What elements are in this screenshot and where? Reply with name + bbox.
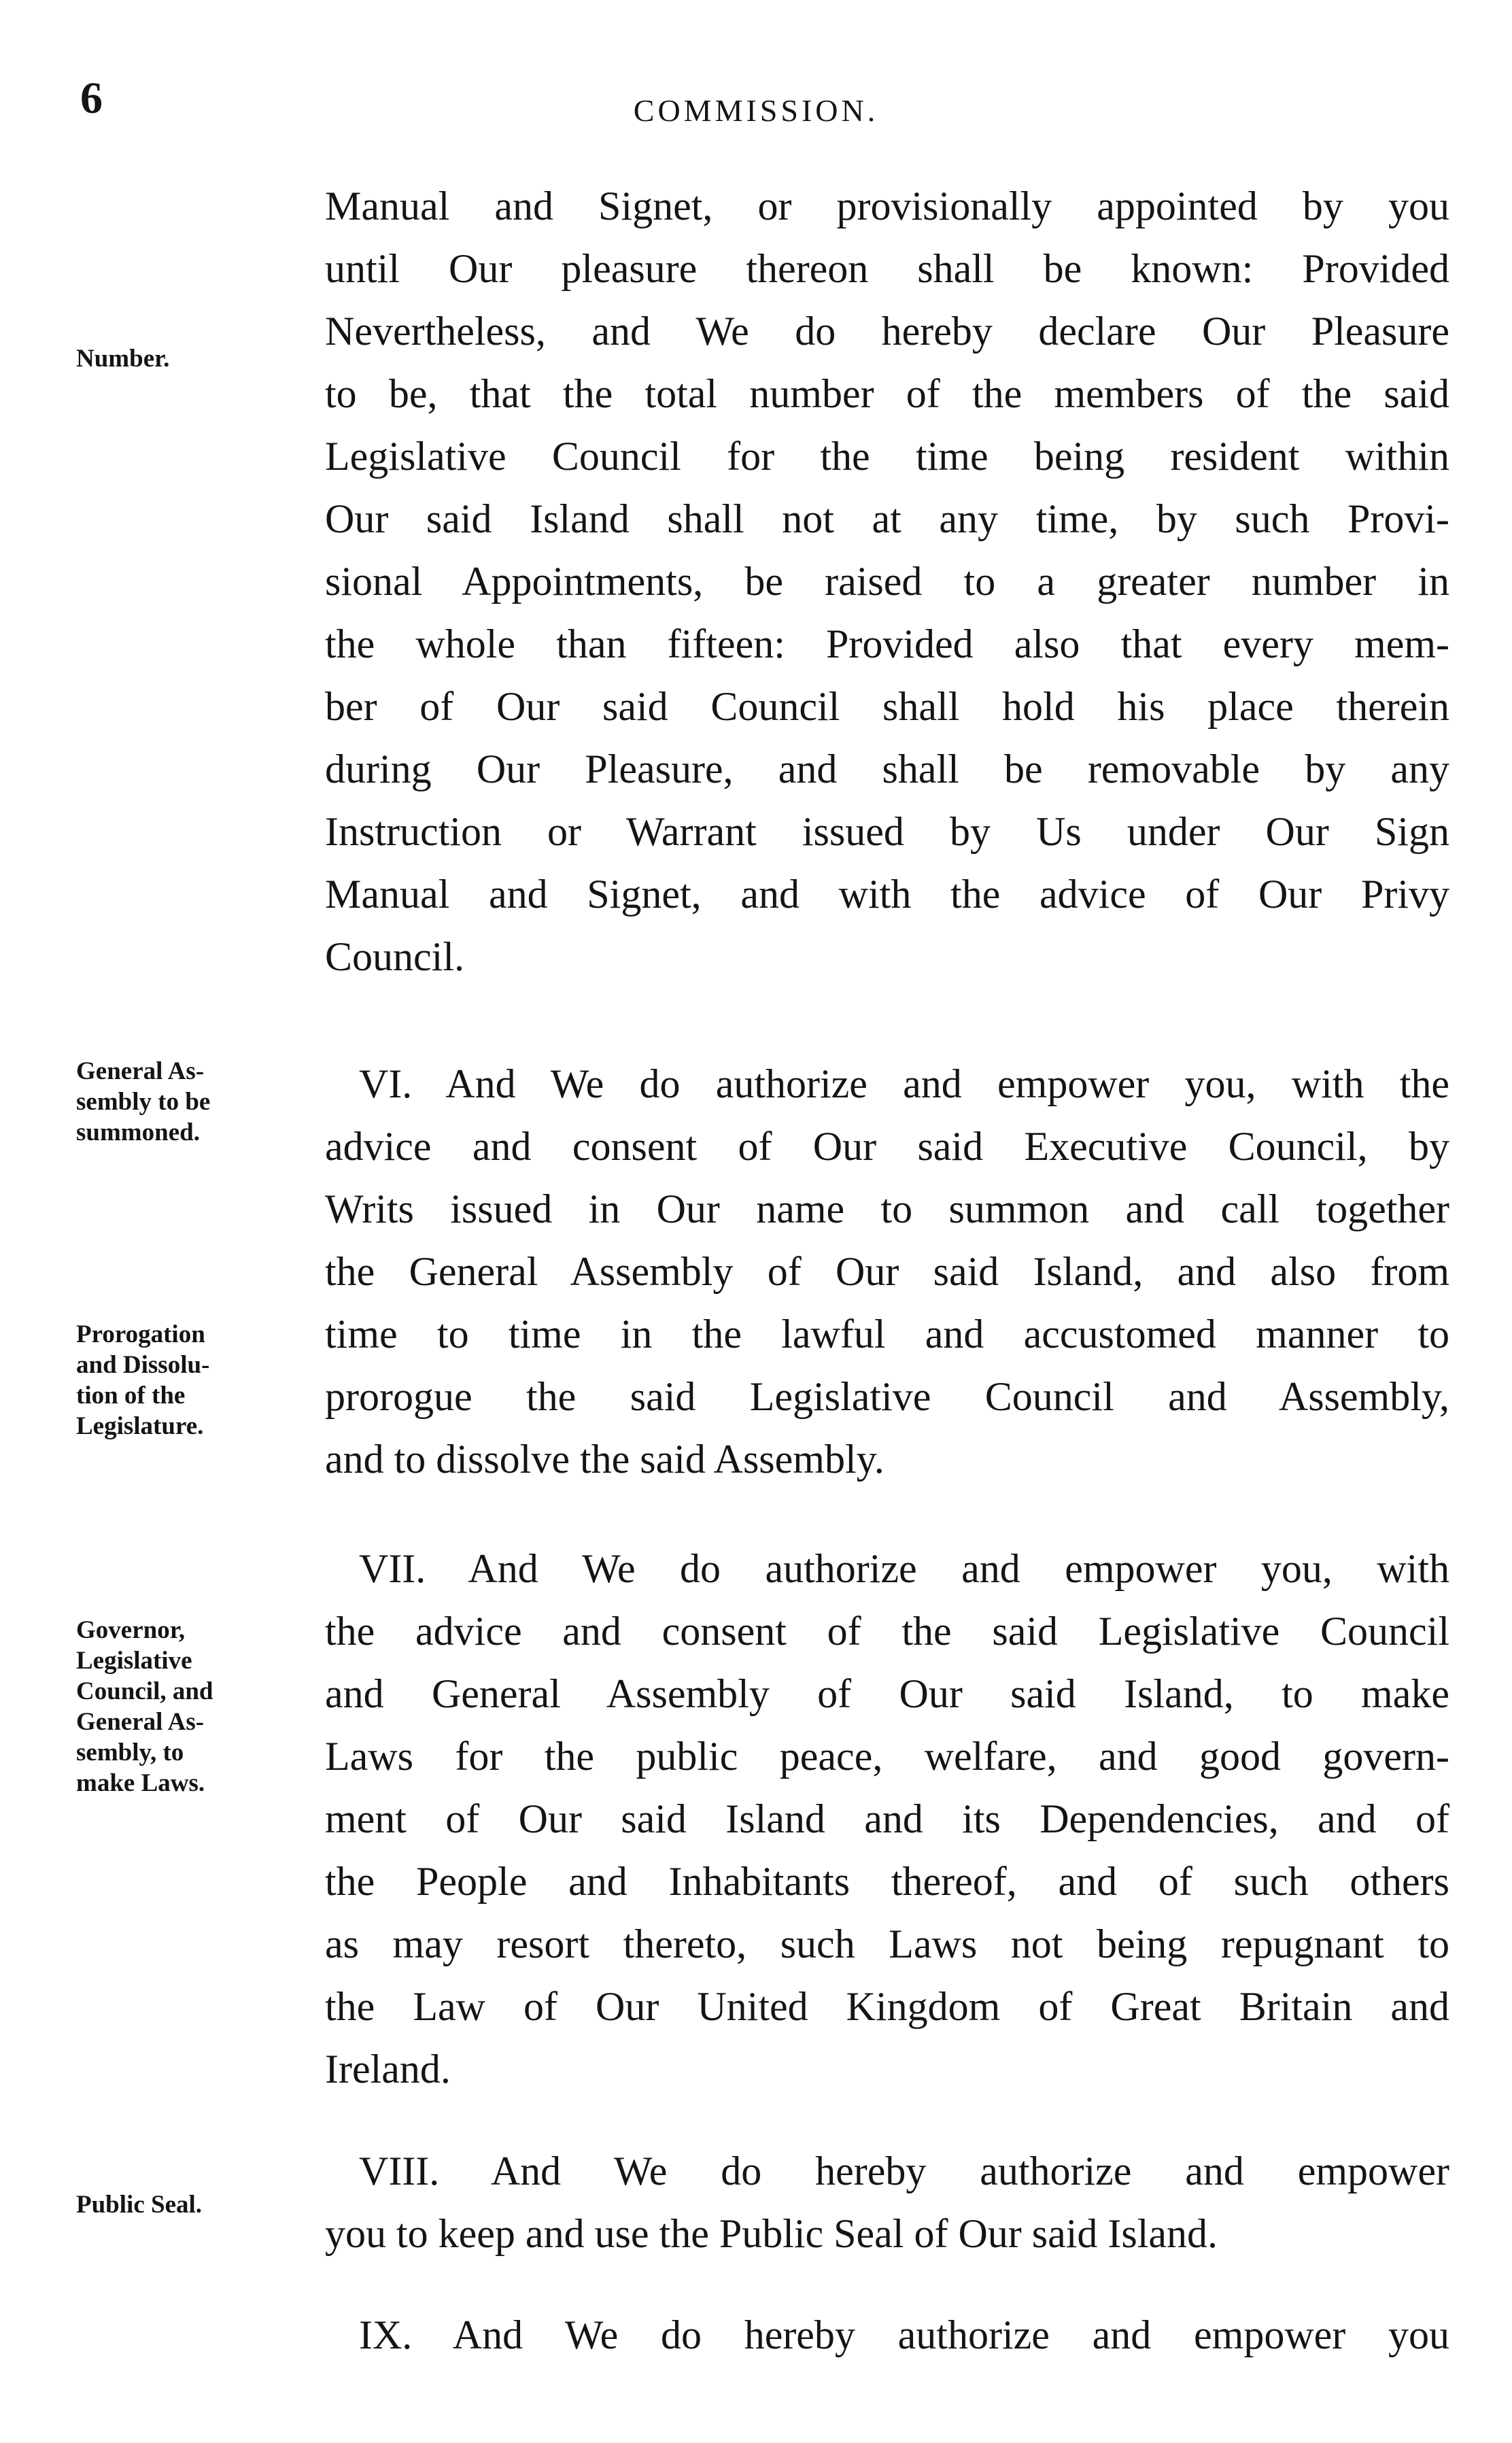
margin-note-line: make Laws. bbox=[76, 1769, 205, 1797]
text-line: the General Assembly of Our said Island, and also from bbox=[325, 1249, 1449, 1294]
text-line: VIII. And We do hereby authorize and empower bbox=[359, 2149, 1449, 2193]
text-line: you to keep and use the Public Seal of Our said Island. bbox=[325, 2211, 1218, 2256]
paragraph-viii bbox=[325, 2140, 1449, 2265]
text-line: the whole than fifteen: Provided also that every mem- bbox=[325, 621, 1449, 666]
text-line: Ireland. bbox=[325, 2047, 451, 2091]
text-line: ber of Our said Council shall hold his place therein bbox=[325, 684, 1449, 729]
text-line: and General Assembly of Our said Island, to make bbox=[325, 1671, 1449, 1716]
text-line: Council. bbox=[325, 934, 464, 979]
text-line: time to time in the lawful and accustomed manner to bbox=[325, 1312, 1449, 1356]
text-line: to be, that the total number of the members of the said bbox=[325, 371, 1449, 416]
text-line: Nevertheless, and We do hereby declare Our Pleasure bbox=[325, 309, 1449, 354]
margin-note-line: Legislative bbox=[76, 1647, 192, 1675]
text-line: the People and Inhabitants thereof, and of such others bbox=[325, 1859, 1449, 1904]
paragraph-vi bbox=[325, 1053, 1449, 1490]
text-line: VII. And We do authorize and empower you, with bbox=[359, 1546, 1449, 1591]
text-line: advice and consent of Our said Executive Council, by bbox=[325, 1124, 1449, 1169]
text-line: Writs issued in Our name to summon and call together bbox=[325, 1186, 1449, 1231]
text-line: ment of Our said Island and its Dependencies, and of bbox=[325, 1796, 1449, 1841]
margin-note-line: Number. bbox=[76, 345, 170, 373]
text-line: and to dissolve the said Assembly. bbox=[325, 1437, 884, 1482]
margin-note-line: and Dissolu- bbox=[76, 1351, 210, 1379]
paragraph-vii bbox=[325, 1537, 1449, 2100]
margin-note-line: summoned. bbox=[76, 1118, 200, 1146]
margin-note-line: Legislature. bbox=[76, 1412, 204, 1440]
text-line: sional Appointments, be raised to a greater number in bbox=[325, 559, 1449, 604]
margin-note-prorogation bbox=[76, 1319, 328, 1441]
paragraph-v-continued bbox=[325, 175, 1449, 988]
margin-note-line: Prorogation bbox=[76, 1320, 205, 1348]
text-line: until Our pleasure thereon shall be known: Provided bbox=[325, 246, 1449, 291]
text-line: Instruction or Warrant issued by Us under Our Sign bbox=[325, 809, 1449, 854]
margin-note-public-seal bbox=[76, 2189, 328, 2220]
running-head: COMMISSION. bbox=[633, 93, 879, 128]
paragraph-ix bbox=[325, 2304, 1449, 2366]
text-line: Legislative Council for the time being resident within bbox=[325, 434, 1449, 479]
margin-note-line: Public Seal. bbox=[76, 2191, 203, 2219]
text-line: Manual and Signet, or provisionally appointed by you bbox=[325, 184, 1449, 228]
margin-note-line: tion of the bbox=[76, 1382, 186, 1410]
margin-note-line: sembly to be bbox=[76, 1088, 211, 1116]
margin-note-governor-legislature bbox=[76, 1615, 328, 1798]
text-line: the Law of Our United Kingdom of Great Britain and bbox=[325, 1984, 1449, 2029]
margin-note-line: sembly, to bbox=[76, 1739, 184, 1766]
text-line: VI. And We do authorize and empower you, with the bbox=[359, 1061, 1449, 1106]
text-line: as may resort thereto, such Laws not being repugnant to bbox=[325, 1921, 1449, 1966]
text-line: the advice and consent of the said Legislative Council bbox=[325, 1609, 1449, 1654]
text-line: Laws for the public peace, welfare, and good govern- bbox=[325, 1734, 1449, 1779]
margin-note-number bbox=[76, 343, 328, 374]
text-line: Manual and Signet, and with the advice of Our Privy bbox=[325, 872, 1449, 917]
text-line: prorogue the said Legislative Council and Assembly, bbox=[325, 1374, 1449, 1419]
margin-note-line: Governor, bbox=[76, 1616, 185, 1644]
margin-note-line: General As- bbox=[76, 1057, 205, 1085]
text-line: IX. And We do hereby authorize and empower you bbox=[359, 2312, 1449, 2357]
page-number: 6 bbox=[80, 73, 103, 123]
margin-note-line: General As- bbox=[76, 1708, 205, 1736]
margin-note-line: Council, and bbox=[76, 1677, 213, 1705]
margin-note-general-assembly bbox=[76, 1056, 328, 1148]
text-line: Our said Island shall not at any time, by such Provi- bbox=[325, 496, 1449, 541]
text-line: during Our Pleasure, and shall be removable by any bbox=[325, 747, 1449, 791]
